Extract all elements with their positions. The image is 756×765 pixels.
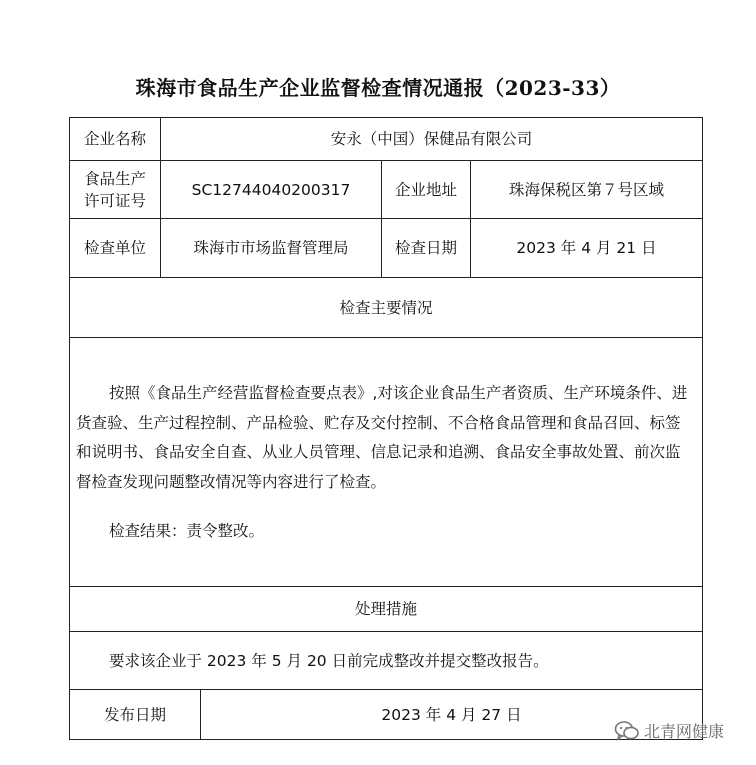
watermark — [614, 719, 724, 742]
publish-value: 2023 年 4 月 27 日 — [381, 705, 522, 724]
company-value: 安永（中国）保健品有限公司 — [330, 130, 533, 148]
measures-text: 要求该企业于 2023 年 5 月 20 日前完成整改并提交整改报告。 — [109, 651, 549, 670]
license-value: SC12744040200317 — [191, 180, 351, 199]
address-value: 珠海保税区第７号区域 — [508, 180, 664, 199]
measures-section-header: 处理措施 — [354, 600, 417, 618]
publish-label: 发布日期 — [103, 705, 166, 724]
main-paragraph: 按照《食品生产经营监督检查要点表》,对该企业食品生产者资质、生产环境条件、进货查验、生产过程控制、产品检验、贮存及交付控制、不合格食品管理和食品召回、标签和说明书、食品安全自查、从业人员管理、信息记录和追溯、食品安全事故处置、前次监督检查发现问题整改情况等内容进行了检查。 — [76, 384, 688, 491]
company-label: 企业名称 — [83, 130, 146, 148]
wechat-icon — [614, 720, 640, 742]
table-border — [69, 739, 703, 740]
license-label: 食品生产许可证号 — [83, 169, 146, 210]
inspector-label: 检查单位 — [83, 239, 146, 257]
table-border — [69, 337, 703, 338]
table-border — [69, 117, 70, 740]
inspector-value: 珠海市市场监督管理局 — [193, 239, 349, 257]
address-label: 企业地址 — [394, 180, 457, 199]
watermark-text: 北青网健康 — [644, 722, 725, 741]
date-label: 检查日期 — [394, 239, 457, 257]
date-value: 2023 年 4 月 21 日 — [516, 239, 657, 257]
table-border — [702, 117, 703, 740]
page-title: 珠海市食品生产企业监督检查情况通报（2023-33） — [135, 76, 621, 100]
main-section-header: 检查主要情况 — [339, 298, 433, 317]
inspection-result: 检查结果：责令整改。 — [109, 522, 265, 540]
